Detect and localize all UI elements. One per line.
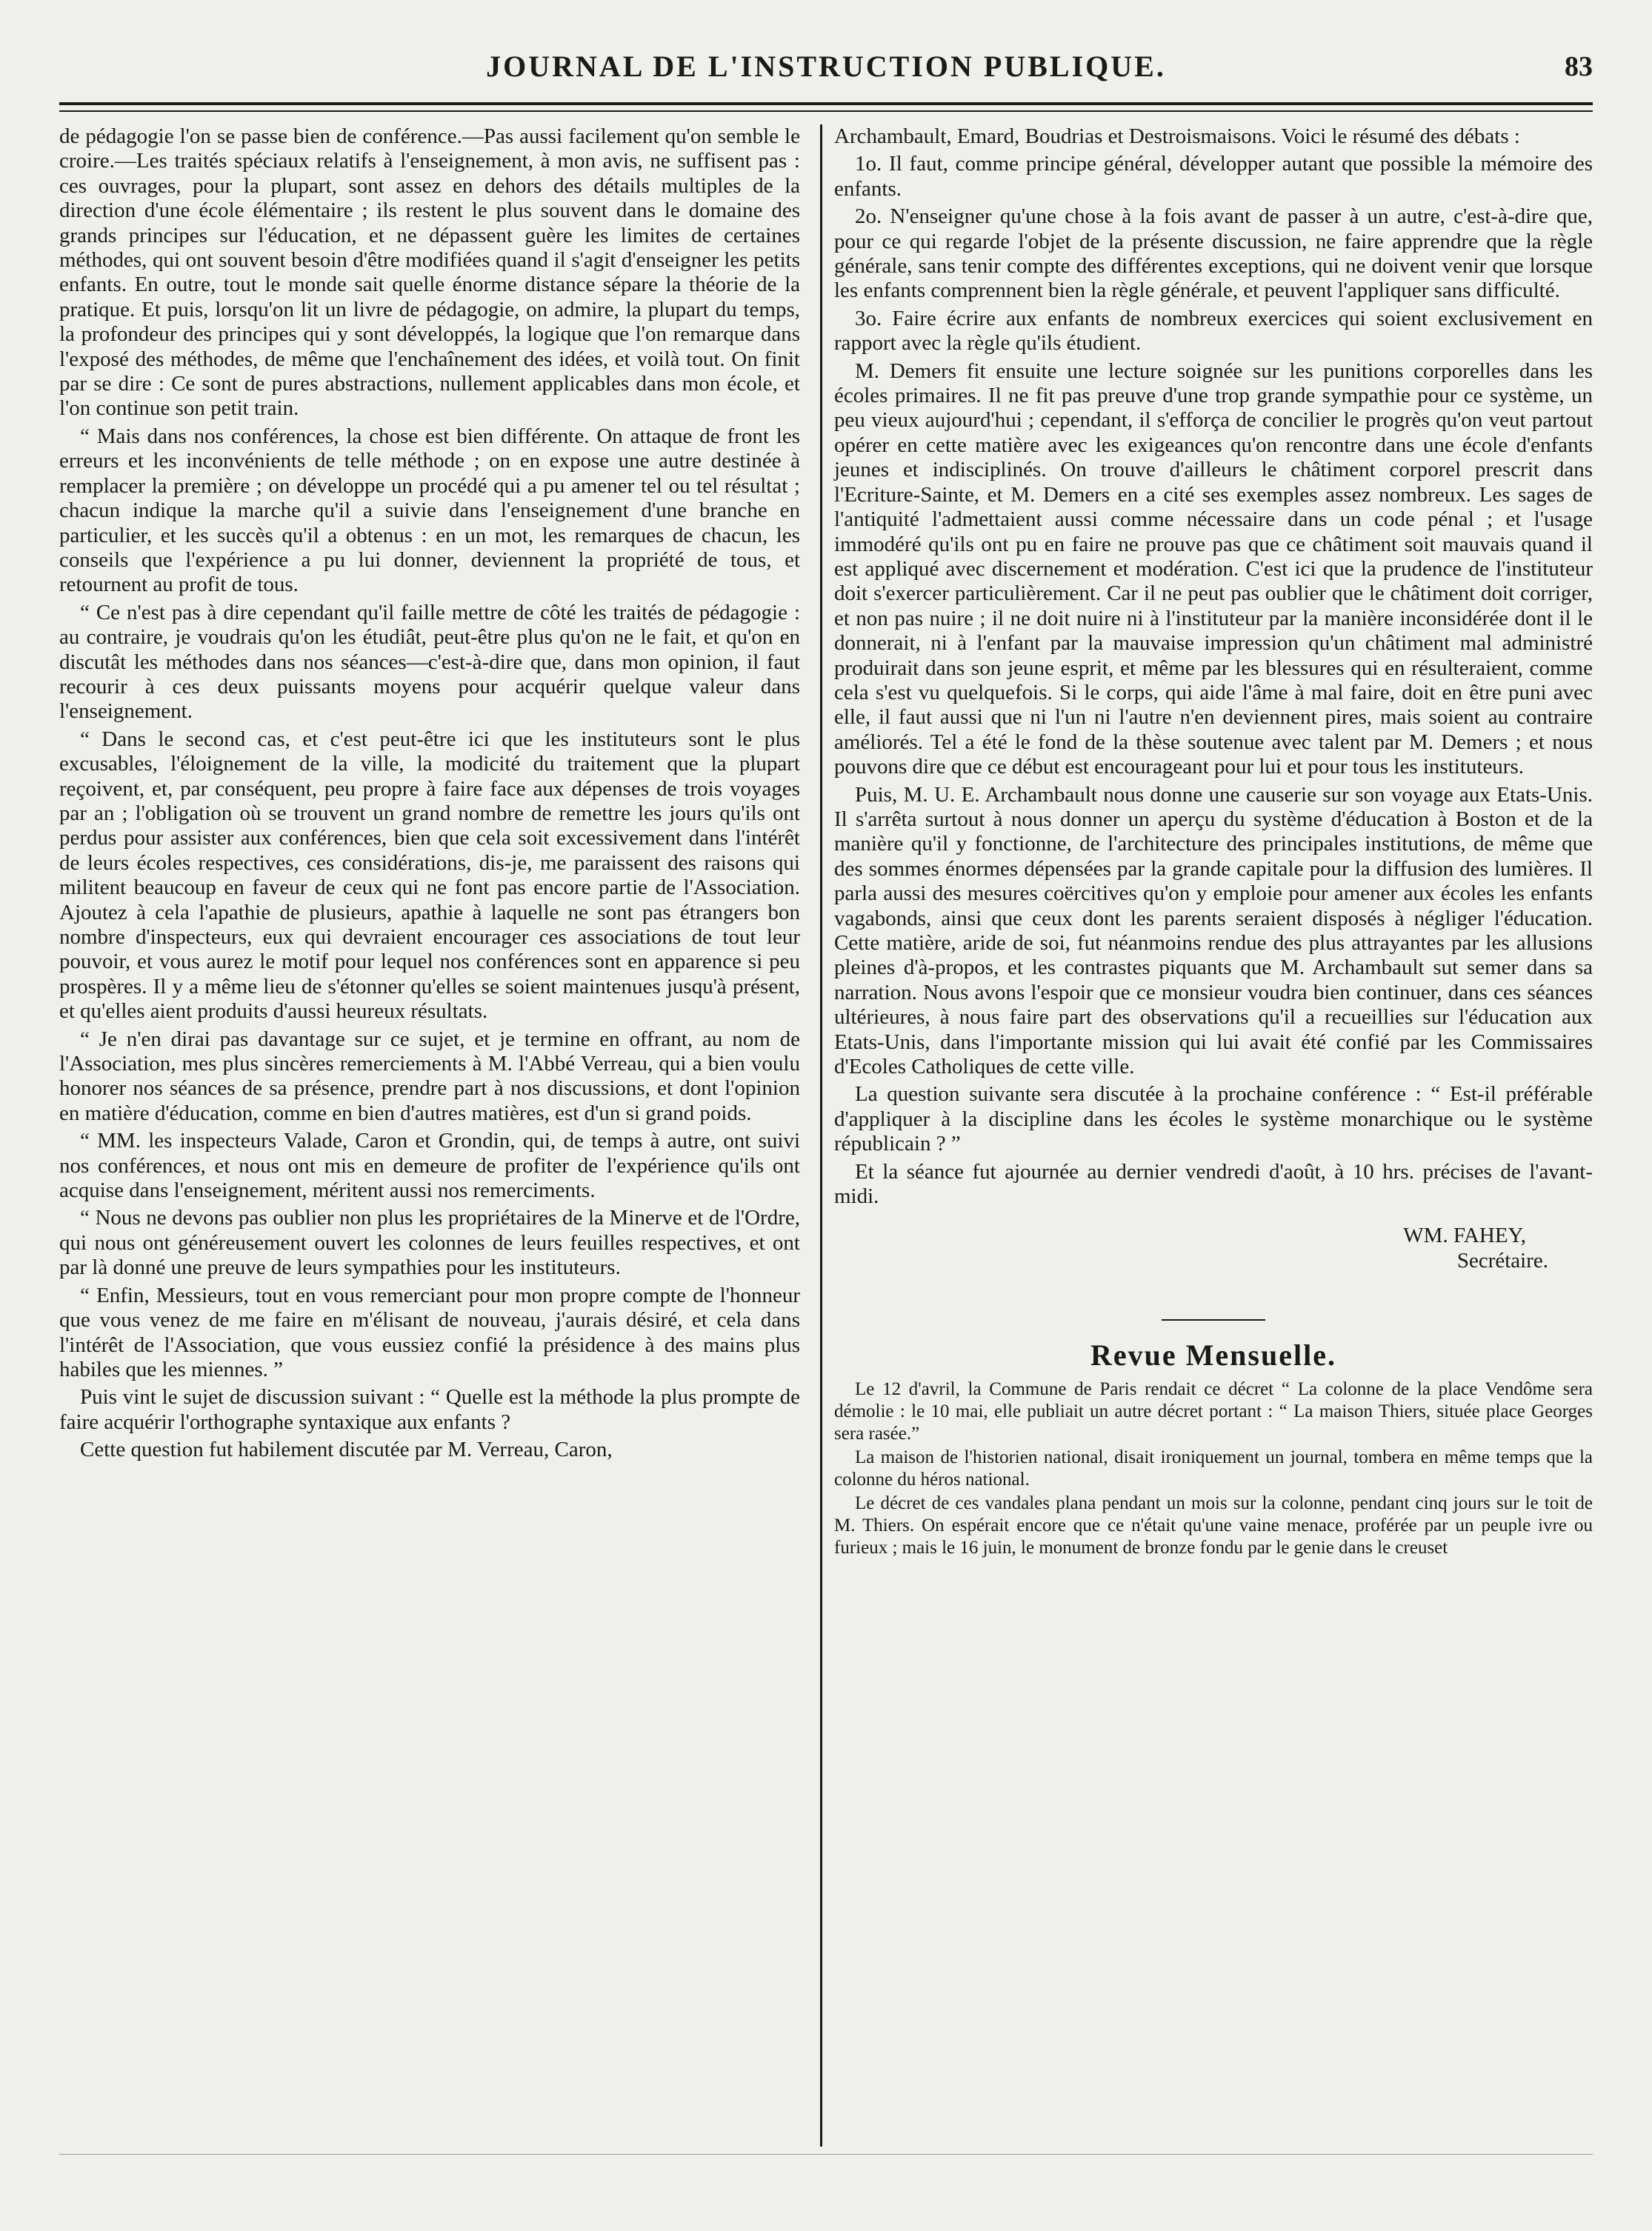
left-column — [59, 124, 800, 1466]
paragraph: “ Ce n'est pas à dire cependant qu'il faille mettre de côté les traités de pédagogie : au contraire, je voudrais qu'on les étudiât, peut-être plus qu'on ne le fait, et qu'on en discutât les méthodes dans nos séances—c'est-à-dire que, dans mon opinion, il faut recourir à ces deux puissants moyens pour acquérir quelque valeur dans l'enseignement. — [59, 600, 800, 724]
bottom-rule — [59, 2154, 1593, 2155]
header-rule-thick — [59, 102, 1593, 105]
journal-title: JOURNAL DE L'INSTRUCTION PUBLIQUE. — [486, 50, 1166, 83]
paragraph: Puis vint le sujet de discussion suivant : “ Quelle est la méthode la plus prompte de faire acquérir l'orthographe syntaxique aux enfants ? — [59, 1385, 800, 1434]
paragraph: La question suivante sera discutée à la prochaine conférence : “ Est-il préférable d'appliquer à la discipline dans les écoles le système monarchique ou le système républicain ? ” — [834, 1082, 1593, 1156]
paragraph: “ Nous ne devons pas oublier non plus les propriétaires de la Minerve et de l'Ordre, qui nous ont généreusement ouvert les colonnes de leurs feuilles respectives, et ont par là donné une preuve de leurs sympathies pour les instituteurs. — [59, 1206, 800, 1280]
section-divider — [1162, 1319, 1265, 1321]
revue-title: Revue Mensuelle. — [1090, 1338, 1336, 1373]
paragraph: Puis, M. U. E. Archambault nous donne une causerie sur son voyage aux Etats-Unis. Il s'arrêta surtout à nous donner un aperçu du système d'éducation à Boston et de la manière qu'il y fonctionne, de l'architecture des principales institutions, de même que des sommes énormes dépensées par la grande capitale pour la diffusion des lumières. Il parla aussi des mesures coërcitives qu'on y emploie pour amener aux écoles les enfants vagabonds, ainsi que ceux dont les parents seraient disposés à négliger l'éducation. Cette matière, aride de soi, fut néanmoins rendue des plus attrayantes par les allusions pleines d'à-propos, et les contrastes piquants que M. Archambault sut semer dans sa narration. Nous avons l'espoir que ce monsieur voudra bien continuer, dans ces séances ultérieures, à nous faire part des observations qu'il a recueillies sur l'éducation aux Etats-Unis, dans l'importante mission qui lui avait été confié par les Commissaires d'Ecoles Catholiques de cette ville. — [834, 782, 1593, 1079]
revue-paragraph: Le 12 d'avril, la Commune de Paris rendait ce décret “ La colonne de la place Vendôme sera démolie : le 10 mai, elle publiait un autre décret portant : “ La maison Thiers, située place Georges sera rasée.” — [834, 1378, 1593, 1444]
paragraph: Et la séance fut ajournée au dernier vendredi d'août, à 10 hrs. précises de l'avant-midi. — [834, 1159, 1593, 1209]
paragraph: “ Enfin, Messieurs, tout en vous remerciant pour mon propre compte de l'honneur que vous venez de me faire en m'élisant de nouveau, j'aurais désiré, et cela dans l'intérêt de l'Association, que vous eussiez confié la présidence à des mains plus habiles que les miennes. ” — [59, 1283, 800, 1381]
paragraph: Archambault, Emard, Boudrias et Destroismaisons. Voici le résumé des débats : — [834, 124, 1520, 148]
page-header — [59, 43, 1593, 95]
revue-section — [834, 1378, 1593, 1559]
paragraph: 3o. Faire écrire aux enfants de nombreux exercices qui soient exclusivement en rapport avec la règle qu'ils étudient. — [834, 306, 1593, 356]
paragraph: Cette question fut habilement discutée par M. Verreau, Caron, — [80, 1438, 613, 1462]
header-rule-thin — [59, 110, 1593, 112]
column-separator — [820, 124, 822, 2147]
revue-paragraph: La maison de l'historien national, disait ironiquement un journal, tombera en même temps que la colonne du héros national. — [834, 1447, 1593, 1490]
signature-name: WM. FAHEY, — [1403, 1224, 1526, 1248]
paragraph: “ Dans le second cas, et c'est peut-être ici que les instituteurs sont le plus excusables, l'éloignement de la ville, la modicité du traitement que la plupart reçoivent, et, par conséquent, peu propre à faire face aux dépenses de trois voyages par an ; l'obligation où se trouvent un grand nombre de remettre les jours qu'ils ont perdus pour assister aux conférences, bien que cela soit excessivement dans l'intérêt de leurs écoles respectives, ces considérations, dis-je, me paraissent des raisons qui militent beaucoup en faveur de ceux qui ne font pas encore partie de l'Association. Ajoutez à cela l'apathie de plusieurs, apathie à laquelle ne sont pas étrangers bon nombre d'inspecteurs, eux qui devraient encourager ces associations de tout leur pouvoir, et vous aurez le motif pour lequel nos conférences sont en apparence si peu prospères. Il y a même lieu de s'étonner qu'elles se soient maintenues jusqu'à présent, et qu'elles aient produits d'aussi heureux résultats. — [59, 727, 800, 1024]
signature-role: Secrétaire. — [1456, 1248, 1548, 1273]
paragraph: “ MM. les inspecteurs Valade, Caron et Grondin, qui, de temps à autre, ont suivi nos conférences, et nous ont mis en demeure de profiter de l'expérience qu'ils ont acquise dans l'enseignement, méritent aussi nos remerciments. — [59, 1129, 800, 1203]
paragraph: 2o. N'enseigner qu'une chose à la fois avant de passer à un autre, c'est-à-dire que, pour ce qui regarde l'objet de la présente discussion, ne faire apprendre que la règle générale, sans tenir compte des différentes exceptions, qui ne doivent venir que lorsque les enfants comprennent bien la règle générale, et peuvent l'appliquer sans difficulté. — [834, 204, 1593, 303]
paragraph: M. Demers fit ensuite une lecture soignée sur les punitions corporelles dans les écoles primaires. Il ne fit pas preuve d'une trop grande sympathie pour ce système, un peu vieux aujourd'hui ; cependant, il s'efforça de concilier le progrès qu'on veut partout opérer en cette matière avec les exigeances qu'on rencontre dans une école d'enfants jeunes et indisciplinés. On trouve d'ailleurs le châtiment corporel prescrit dans l'Ecriture-Sainte, et M. Demers en a cité ses exemples assez nombreux. Les sages de l'antiquité l'admettaient aussi comme nécessaire dans un code pénal ; et l'usage immodéré qu'ils ont pu en faire ne prouve pas que ce châtiment soit mauvais quand il est appliqué avec discernement et modération. C'est ici que la prudence de l'instituteur doit s'exercer particulièrement. Car il ne peut pas oublier que le châtiment doit corriger, et non pas nuire ; il ne doit nuire ni à l'instituteur par la manière inconsidérée dont il le donnerait, ni à l'enfant par la mauvaise impression qu'un châtiment mal administré produirait dans son jeune esprit, et même par les blessures qui en résulteraient, comme cela s'est vu quelquefois. Si le corps, qui aide l'âme à mal faire, doit en être puni avec elle, il faut aussi que ni l'un ni l'autre n'en deviennent pires, mais soient au contraire améliorés. Tel a été le fond de la thèse soutenue avec talent par M. Demers ; et nous pouvons dire que ce début est encourageant pour lui et pour tous les instituteurs. — [834, 359, 1593, 779]
right-column — [834, 124, 1593, 1561]
page-number: 83 — [1565, 51, 1593, 82]
revue-paragraph: Le décret de ces vandales plana pendant un mois sur la colonne, pendant cinq jours sur le toit de M. Thiers. On espérait encore que ce n'était qu'une vaine menace, proférée par un peuple ivre ou furieux ; mais le 16 juin, le monument de bronze fondu par le genie dans le creuset — [834, 1493, 1593, 1558]
paragraph: 1o. Il faut, comme principe général, développer autant que possible la mémoire des enfants. — [834, 152, 1593, 201]
paragraph: de pédagogie l'on se passe bien de conférence.—Pas aussi facilement qu'on semble le croire.—Les traités spéciaux relatifs à l'enseignement, à mon avis, ne suffisent pas : ces ouvrages, pour la plupart, sont assez en dehors des détails multiples de la direction d'une école élémentaire ; ils restent le plus souvent dans le domaine des grands principes sur l'éducation, et ne dépassent guère les limites de certaines méthodes, qui ont souvent besoin d'être modifiées quand il s'agit d'enseigner les petits enfants. En outre, tout le monde sait quelle énorme distance sépare la théorie de la pratique. Et puis, lorsqu'on lit un livre de pédagogie, on admire, la plupart du temps, la profondeur des principes qui y sont développés, la logique que l'on remarque dans l'exposé des méthodes, de même que l'enchaînement des idées, et voilà tout. On finit par se dire : Ce sont de pures abstractions, nullement applicables dans mon école, et l'on continue son petit train. — [59, 124, 800, 421]
paragraph: “ Mais dans nos conférences, la chose est bien différente. On attaque de front les erreurs et les inconvénients de telle méthode ; on en expose une autre destinée à remplacer la première ; on développe un procédé qui a pu amener tel ou tel résultat ; chacun indique la marche qu'il a suivie dans l'enseignement d'une branche en particulier, et les succès qu'il a obtenus : en un mot, les remarques de chacun, les conseils que l'expérience a pu lui donner, deviennent la propriété de tous, et retournent au profit de tous. — [59, 424, 800, 597]
paragraph: “ Je n'en dirai pas davantage sur ce sujet, et je termine en offrant, au nom de l'Association, mes plus sincères remerciements à M. l'Abbé Verreau, qui a bien voulu honorer nos séances de sa présence, prendre part à nos discussions, et dont l'opinion en matière d'éducation, comme en bien d'autres matières, est d'un si grand poids. — [59, 1027, 800, 1125]
